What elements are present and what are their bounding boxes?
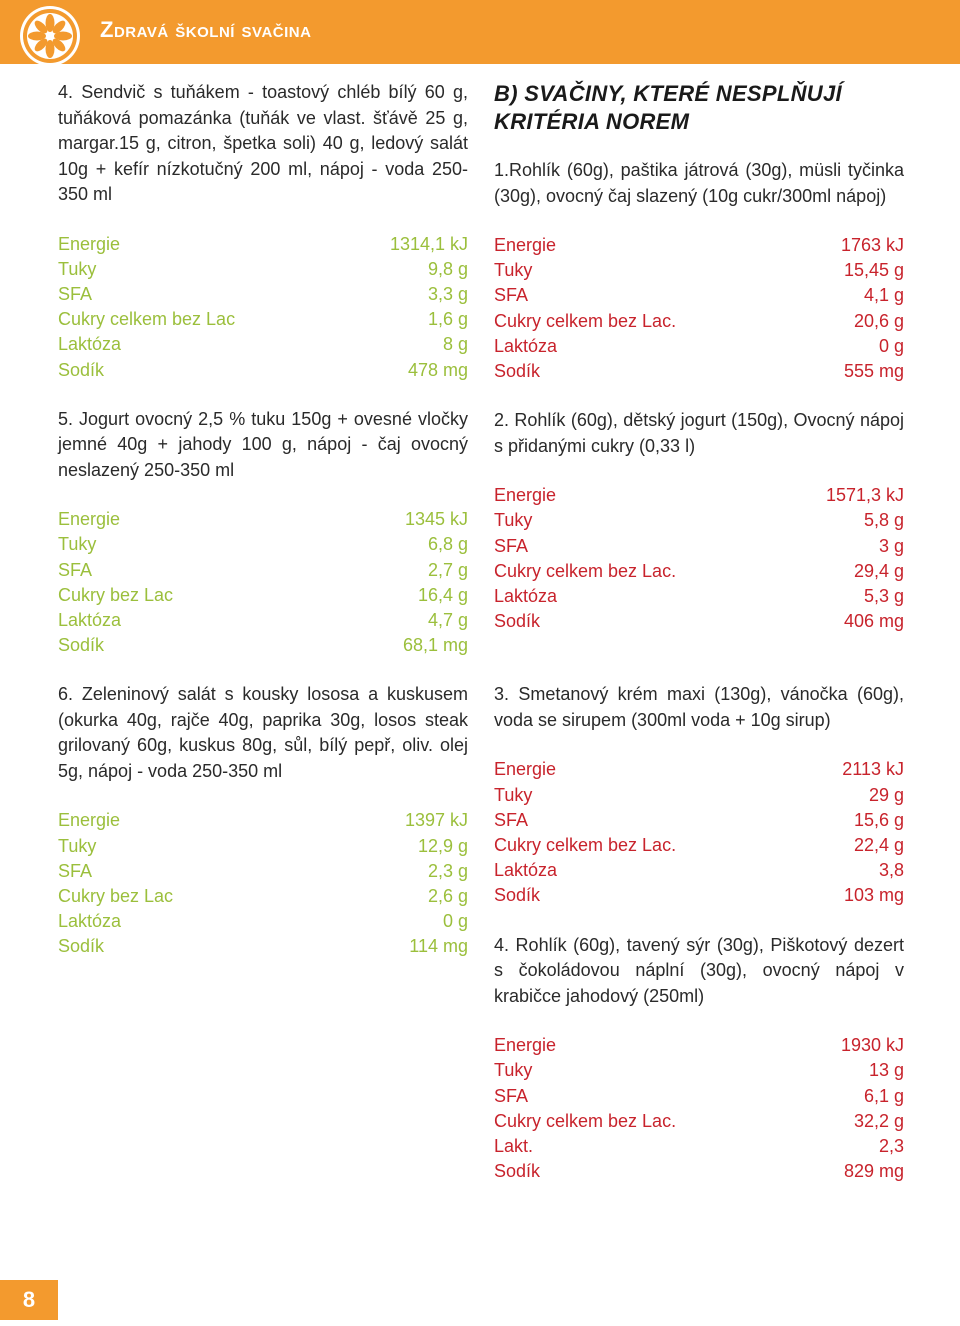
- nutrient-label: Cukry bez Lac: [58, 584, 174, 605]
- nutrient-value: 12,9 g: [417, 835, 468, 856]
- nutrient-value: 555 mg: [843, 361, 904, 382]
- orange-slice-icon: [20, 6, 80, 66]
- right-column: [494, 80, 904, 1184]
- nutrient-row: [58, 332, 468, 357]
- nutrient-row: [494, 283, 904, 308]
- nutrient-value: 0 g: [442, 911, 468, 932]
- nutrient-label: Cukry celkem bez Lac: [58, 309, 236, 330]
- nutrient-label: Energie: [58, 810, 121, 831]
- nutrient-row: [58, 358, 468, 383]
- nutrient-row: [58, 282, 468, 307]
- nutrient-row: [58, 583, 468, 608]
- nutrient-value: 6,8 g: [427, 534, 468, 555]
- nutrient-row: [494, 258, 904, 283]
- nutrient-row: [494, 584, 904, 609]
- nutrient-value: 13 g: [868, 1060, 904, 1081]
- section-heading: B) SVAČINY, KTERÉ NESPLŇUJÍ KRITÉRIA NOREM: [494, 81, 842, 134]
- nutrient-value: 4,1 g: [863, 285, 904, 306]
- nutrient-value: 3 g: [878, 535, 904, 556]
- nutrient-label: Lakt.: [494, 1135, 534, 1156]
- nutrient-value: 5,8 g: [863, 510, 904, 531]
- nutrient-label: Energie: [494, 485, 557, 506]
- nutrient-row: [58, 558, 468, 583]
- nutrient-value: 3,8: [878, 860, 904, 881]
- nutrient-label: Sodík: [494, 611, 541, 632]
- nutrient-table: [58, 232, 468, 383]
- nutrient-row: [494, 534, 904, 559]
- nutrient-row: [58, 909, 468, 934]
- nutrient-value: 15,45 g: [843, 260, 904, 281]
- nutrient-value: 32,2 g: [853, 1110, 904, 1131]
- nutrient-value: 0 g: [878, 335, 904, 356]
- nutrient-row: [494, 1134, 904, 1159]
- nutrient-value: 6,1 g: [863, 1085, 904, 1106]
- nutrient-label: Sodík: [58, 936, 105, 957]
- nutrient-label: Tuky: [58, 534, 97, 555]
- nutrient-value: 1763 kJ: [840, 235, 904, 255]
- nutrient-label: Energie: [494, 235, 557, 255]
- nutrient-row: [494, 559, 904, 584]
- nutrient-label: SFA: [494, 285, 529, 306]
- nutrient-table: [494, 757, 904, 908]
- nutrient-label: Sodík: [494, 1161, 541, 1182]
- nutrient-label: SFA: [494, 809, 529, 830]
- nutrient-value: 478 mg: [407, 359, 468, 380]
- nutrient-row: [58, 633, 468, 658]
- item-title: 5. Jogurt ovocný 2,5 % tuku 150g + ovesné vločky jemné 40g + jahody 100 g, nápoj - čaj ovocný neslazený 250-350 ml: [58, 408, 468, 480]
- nutrient-row: [58, 532, 468, 557]
- item-title: 1.Rohlík (60g), paštika játrová (30g), müsli tyčinka (30g), ovocný čaj slazený (10g cukr/300ml nápoj): [494, 160, 904, 206]
- nutrient-row: [58, 834, 468, 859]
- nutrient-row: [494, 833, 904, 858]
- nutrient-row: [58, 808, 468, 833]
- nutrient-table: [494, 483, 904, 634]
- nutrient-row: [494, 808, 904, 833]
- nutrient-row: [494, 233, 904, 258]
- nutrient-value: 9,8 g: [427, 258, 468, 279]
- nutrient-row: [58, 257, 468, 282]
- nutrient-value: 829 mg: [843, 1161, 904, 1182]
- nutrient-label: SFA: [494, 535, 529, 556]
- nutrient-value: 103 mg: [843, 885, 904, 906]
- nutrient-value: 114 mg: [409, 936, 468, 957]
- nutrient-table: [58, 507, 468, 658]
- nutrient-label: Cukry celkem bez Lac.: [494, 1110, 677, 1131]
- nutrient-row: [58, 859, 468, 884]
- nutrient-row: [494, 1033, 904, 1058]
- nutrient-value: 22,4 g: [853, 835, 904, 856]
- nutrient-label: SFA: [58, 860, 93, 881]
- nutrient-label: Cukry celkem bez Lac.: [494, 310, 677, 331]
- nutrient-label: Sodík: [494, 885, 541, 906]
- nutrient-value: 2,7 g: [427, 559, 468, 580]
- nutrient-row: [58, 608, 468, 633]
- nutrient-value: 15,6 g: [853, 809, 904, 830]
- nutrient-value: 406 mg: [843, 611, 904, 632]
- nutrient-row: [494, 783, 904, 808]
- nutrient-row: [494, 1159, 904, 1184]
- nutrient-value: 68,1 mg: [402, 635, 468, 656]
- page-header: [0, 0, 960, 64]
- nutrient-row: [494, 1058, 904, 1083]
- nutrient-label: Tuky: [494, 1060, 533, 1081]
- nutrient-label: Cukry celkem bez Lac.: [494, 835, 677, 856]
- nutrient-label: Cukry bez Lac: [58, 886, 174, 907]
- nutrient-label: SFA: [58, 559, 93, 580]
- nutrient-row: [494, 858, 904, 883]
- nutrient-value: 29 g: [868, 784, 904, 805]
- nutrient-row: [58, 307, 468, 332]
- nutrient-row: [494, 508, 904, 533]
- item-title: 2. Rohlík (60g), dětský jogurt (150g), Ovocný nápoj s přidanými cukry (0,33 l): [494, 410, 904, 456]
- nutrient-label: Laktóza: [494, 335, 558, 356]
- nutrient-row: [494, 483, 904, 508]
- nutrient-label: Laktóza: [494, 586, 558, 607]
- nutrient-label: SFA: [58, 283, 93, 304]
- nutrient-row: [494, 609, 904, 634]
- nutrient-value: 1397 kJ: [404, 810, 468, 831]
- nutrient-label: Laktóza: [58, 911, 122, 932]
- nutrient-value: 20,6 g: [853, 310, 904, 331]
- nutrient-value: 1345 kJ: [404, 509, 468, 530]
- nutrient-label: Tuky: [58, 258, 97, 279]
- nutrient-table: [58, 808, 468, 959]
- nutrient-label: Laktóza: [58, 610, 122, 631]
- nutrient-row: [494, 1084, 904, 1109]
- nutrient-value: 2113 kJ: [842, 759, 904, 780]
- nutrient-label: Cukry celkem bez Lac.: [494, 560, 677, 581]
- nutrient-label: Tuky: [494, 260, 533, 281]
- nutrient-row: [494, 1109, 904, 1134]
- nutrient-value: 1,6 g: [427, 309, 468, 330]
- left-column: [58, 80, 468, 960]
- nutrient-value: 16,4 g: [417, 584, 468, 605]
- nutrient-value: 1314,1 kJ: [389, 233, 468, 254]
- nutrient-label: Laktóza: [494, 860, 558, 881]
- page-title: Zdravá školní svačina: [100, 17, 312, 42]
- nutrient-value: 29,4 g: [853, 560, 904, 581]
- nutrient-label: Energie: [58, 509, 121, 530]
- nutrient-label: Energie: [58, 233, 121, 254]
- nutrient-label: Sodík: [58, 359, 105, 380]
- nutrient-value: 1930 kJ: [840, 1035, 904, 1056]
- nutrient-value: 5,3 g: [863, 586, 904, 607]
- nutrient-label: Tuky: [494, 510, 533, 531]
- nutrient-row: [494, 359, 904, 384]
- nutrient-value: 2,3: [878, 1135, 904, 1156]
- nutrient-value: 8 g: [442, 334, 468, 355]
- nutrient-label: Tuky: [58, 835, 97, 856]
- nutrient-label: Laktóza: [58, 334, 122, 355]
- nutrient-row: [58, 934, 468, 959]
- nutrient-row: [494, 883, 904, 908]
- nutrient-label: Sodík: [494, 361, 541, 382]
- nutrient-label: Sodík: [58, 635, 105, 656]
- nutrient-row: [494, 334, 904, 359]
- nutrient-value: 3,3 g: [427, 283, 468, 304]
- page-number: 8: [0, 1280, 58, 1320]
- nutrient-table: [494, 233, 904, 384]
- item-title: 6. Zeleninový salát s kousky lososa a kuskusem (okurka 40g, rajče 40g, paprika 30g, losos steak grilovaný 60g, kuskus 80g, sůl, bílý pepř, oliv. olej 5g, nápoj - voda 250-350 ml: [58, 684, 468, 781]
- nutrient-value: 2,6 g: [427, 886, 468, 907]
- nutrient-label: Energie: [494, 1035, 557, 1056]
- nutrient-row: [58, 884, 468, 909]
- item-title: 3. Smetanový krém maxi (130g), vánočka (60g), voda se sirupem (300ml voda + 10g sirup): [494, 684, 904, 730]
- nutrient-label: Energie: [494, 759, 557, 780]
- nutrient-label: Tuky: [494, 784, 533, 805]
- nutrient-row: [494, 757, 904, 782]
- nutrient-table: [494, 1033, 904, 1184]
- item-title: 4. Sendvič s tuňákem - toastový chléb bílý 60 g, tuňáková pomazánka (tuňák ve vlast. šťávě 25 g, margar.15 g, citron, špetka soli) 40 g, ledový salát 10g + kefír nízkotučný 200 ml, nápoj - voda 250-350 ml: [58, 82, 468, 204]
- item-title: 4. Rohlík (60g), tavený sýr (30g), Piškotový dezert s čokoládovou náplní (30g), ovocný nápoj v krabičce jahodový (250ml): [494, 934, 904, 1006]
- nutrient-row: [494, 309, 904, 334]
- nutrient-row: [58, 507, 468, 532]
- nutrient-label: SFA: [494, 1085, 529, 1106]
- nutrient-row: [58, 232, 468, 257]
- nutrient-value: 1571,3 kJ: [825, 485, 904, 506]
- nutrient-value: 4,7 g: [427, 610, 468, 631]
- nutrient-value: 2,3 g: [427, 860, 468, 881]
